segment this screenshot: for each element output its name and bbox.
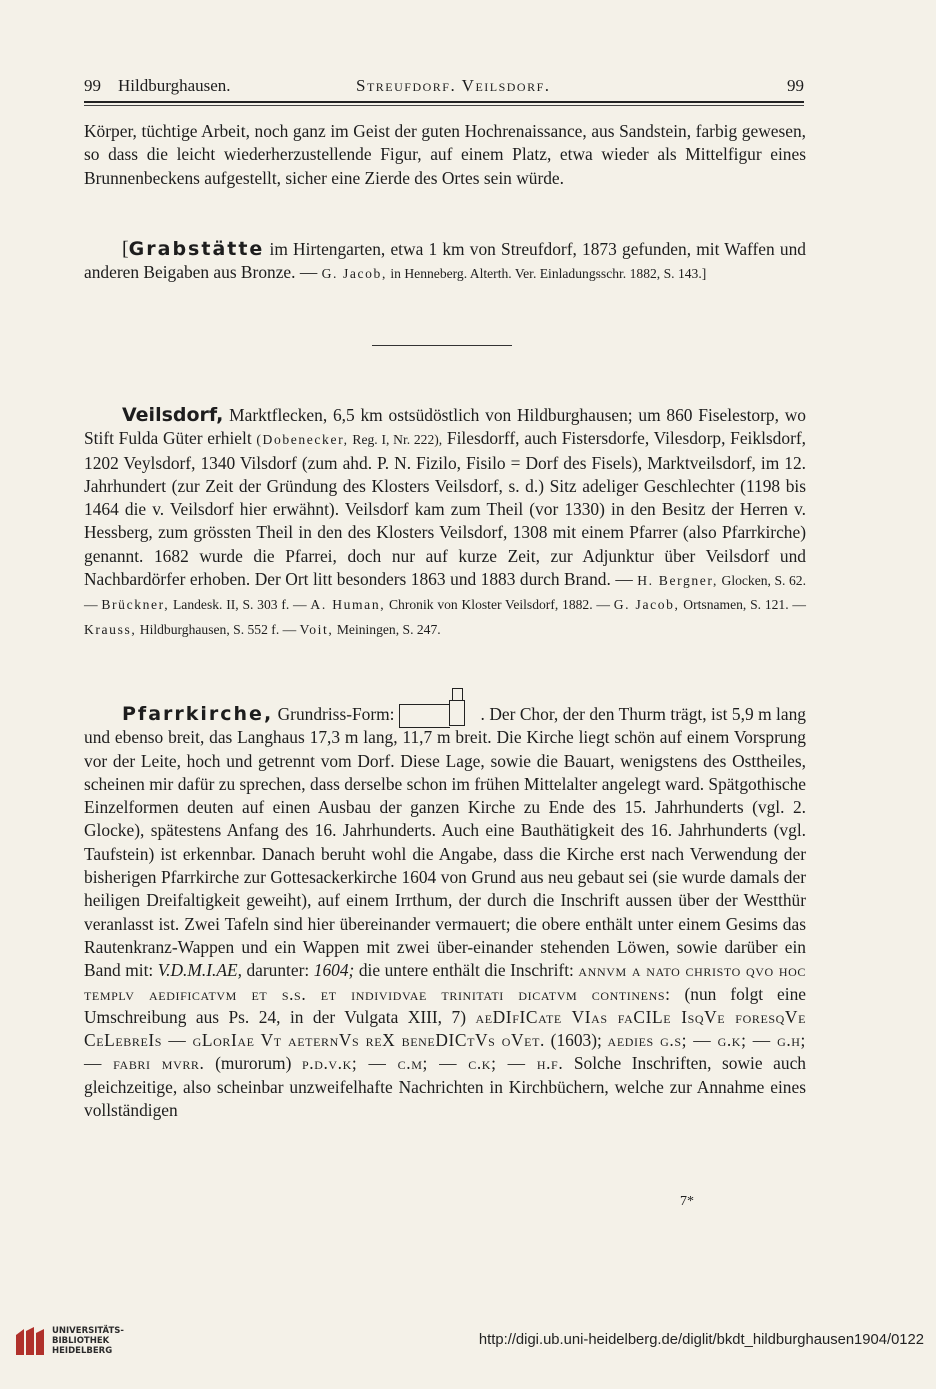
ref-author-human: A. Human, <box>310 597 386 613</box>
running-header <box>84 76 804 98</box>
pfarrkirche-text-8: Solche Inschriften, sowie auch gleichzeitige, also scheinbar unzweifelhafte Nachrichten in Kirchbüchern, welche zur Annahme eines vollständigen <box>84 1053 806 1121</box>
header-title: Streufdorf. Veilsdorf. <box>356 76 551 95</box>
source-url-link[interactable]: http://digi.ub.uni-heidelberg.de/diglit/bkdt_hildburghausen1904/0122 <box>478 1332 924 1348</box>
ref-author-brueckner: Brückner, <box>101 597 170 613</box>
library-name-line-3: HEIDELBERG <box>52 1346 113 1356</box>
header-rule-thin <box>84 105 804 106</box>
year-inscription: 1604; <box>313 960 355 981</box>
paragraph-grabstaette <box>84 238 806 286</box>
citation-author: G. Jacob, <box>321 266 387 282</box>
ref-human: Chronik von Kloster Veilsdorf, 1882. — <box>385 597 614 613</box>
ref-author-bergner: H. Bergner, <box>637 573 718 589</box>
heading-pfarrkirche: Pfarrkirche, <box>122 703 274 725</box>
page-number-right: 99 <box>787 76 804 95</box>
paragraph-streufdorf-figure <box>84 120 806 190</box>
header-place: Hildburghausen. <box>118 76 231 95</box>
heading-veilsdorf: Veilsdorf, <box>122 404 224 426</box>
floor-plan-diagram <box>399 700 477 726</box>
pfarrkirche-text-3: darunter: <box>241 960 314 981</box>
paragraph-pfarrkirche <box>84 700 806 1122</box>
paragraph-veilsdorf <box>84 404 806 641</box>
veilsdorf-text-1: Marktflecken, 6,5 km ostsüdöstlich von Hildburghausen; um 860 Fiselestorp, wo Stift Fulda Güter erhielt <box>84 405 806 449</box>
citation-dobenecker: (Dobenecker, <box>256 432 349 448</box>
plan-nave <box>399 704 450 728</box>
ref-brueckner: Landesk. II, S. 303 f. — <box>169 597 311 613</box>
bracket: [ <box>122 238 129 260</box>
citation-text: in Henneberg. Alterth. Ver. Einladungsschr. 1882, S. 143.] <box>386 266 707 282</box>
ref-bergner: Glocken, S. 62. — <box>84 573 806 613</box>
printer-signature: 7* <box>680 1194 694 1209</box>
ref-author-krauss: Krauss, <box>84 621 137 637</box>
section-divider <box>372 345 512 346</box>
library-name <box>52 1326 124 1356</box>
ref-voit: Meiningen, S. 247. <box>333 621 441 637</box>
header-rule-thick <box>84 101 804 103</box>
ref-jacob: Ortsnamen, S. 121. — <box>679 597 806 613</box>
ref-author-jacob: G. Jacob, <box>613 597 680 613</box>
inscription-3: aedies g.s; — g.k; — g.h; — fabri mvrr. <box>84 1030 806 1074</box>
paragraph-text: Körper, tüchtige Arbeit, noch ganz im Geist der guten Hochrenaissance, aus Sandstein, farbig gewesen, so dass die leicht wiederherzustellende Figur, auf einem Platz, etwa wieder als Mittelfigur eines Brunnenbeckens aufgestellt, sicher eine Zierde des Ortes sein würde. <box>84 121 806 188</box>
plan-choir <box>449 700 465 726</box>
citation-reg: Reg. I, Nr. 222), <box>348 432 443 448</box>
library-name-line-1: UNIVERSITÄTS- <box>52 1326 124 1336</box>
pfarrkirche-text-5: (nun folgt eine Umschreibung aus Ps. 24, in der Vulgata XIII, 7) <box>84 983 806 1027</box>
inscription-4: p.d.v.k; — c.m; — c.k; — h.f. <box>301 1053 564 1074</box>
pfarrkirche-text-6: (1603); <box>544 1030 608 1051</box>
pfarrkirche-text-1: Grundriss-Form: <box>273 704 395 724</box>
library-name-line-2: BIBLIOTHEK <box>52 1336 110 1346</box>
ref-krauss: Hildburghausen, S. 552 f. — <box>136 621 300 637</box>
plan-tower <box>452 688 463 701</box>
pfarrkirche-text-4: die untere enthält die Inschrift: <box>354 960 579 981</box>
library-logo-icon <box>14 1325 50 1357</box>
ref-author-voit: Voit, <box>299 621 334 637</box>
pfarrkirche-text-7: (murorum) <box>204 1053 302 1074</box>
inscription-chronogram: aeDIfICate VIas faCILe IsqVe foresqVe CeLebreIs — gLorIae Vt aeternVs reX beneDICtVs oVet. <box>84 1006 806 1051</box>
grabstaette-text: im Hirtengarten, etwa 1 km von Streufdorf, 1873 gefunden, mit Waffen und anderen Beigaben aus Bronze. — <box>84 239 806 283</box>
inscription-1: annvm a nato christo qvo hoc templv aedificatvm et s.s. et individvae trinitati dicatvm continens: <box>84 960 806 1004</box>
heading-grabstaette: Grabstätte <box>128 238 265 260</box>
band-inscription: V.D.M.I.AE, <box>157 960 242 981</box>
page-number-left: 99 <box>84 76 101 95</box>
veilsdorf-text-2: Filesdorff, auch Fistersdorfe, Vilesdorp, Feiklsdorf, 1202 Veylsdorf, 1340 Vilsdorf (zum ahd. P. N. Fizilo, Fisilo = Dorf des Fisels), Marktveilsdorf, im 12. Jahrhundert (zur Zeit der Gründung des Klosters Veilsdorf, s. d.) Sitz adeliger Geschlechter (1198 bis 1464 die v. Veilsdorf hier erwähnt). Veilsdorf kam zum Theil (vor 1330) in den Besitz der Herren v. Hessberg, zum grössten Theil in den des Klosters Veilsdorf, 1308 mit einem Pfarrer (also Pfarrkirche) genannt. 1682 wurde die Pfarrei, doch nur auf kurze Zeit, zur Adjunktur über Veilsdorf und Nachbardörfer erhoben. Der Ort litt besonders 1863 und 1883 durch Brand. — <box>84 428 806 590</box>
pfarrkirche-text-2: . Der Chor, der den Thurm trägt, ist 5,9 m lang und ebenso breit, das Langhaus 17,3 m lang, 11,7 m breit. Die Kirche liegt schön auf einem Vorsprung vor der Leite, hoch und getrennt vom Dorf. Diese Lage, sowie die Bauart, wenigstens des Osttheiles, scheinen mir dafür zu sprechen, dass derselbe schon im frühen Mittelalter angelegt ward. Spätgothische Einzelformen deuten auf einen Ausbau der ganzen Kirche zu Ende des 15. Jahrhunderts (vgl. 2. Glocke), spätestens Anfang des 16. Jahrhunderts. Auch eine Bauthätigkeit des 16. Jahrhunderts (vgl. Taufstein) ist erkennbar. Danach beruht wohl die Angabe, dass die Kirche erst nach Verwendung der bisherigen Pfarrkirche zur Gottesackerkirche 1604 von Grund aus neu gebaut sei (sie wurde damals der heiligen Dreifaltigkeit geweiht), auf einem Irrthum, der durch die Inschrift aussen über der Westthür veranlasst ist. Zwei Tafeln sind hier übereinander vermauert; die obere enthält unter einem Gesims das Rautenkranz-Wappen und ein Wappen mit zwei über-einander stehenden Löwen, sowie darüber ein Band mit: <box>84 704 806 981</box>
digitization-footer <box>0 1318 936 1358</box>
